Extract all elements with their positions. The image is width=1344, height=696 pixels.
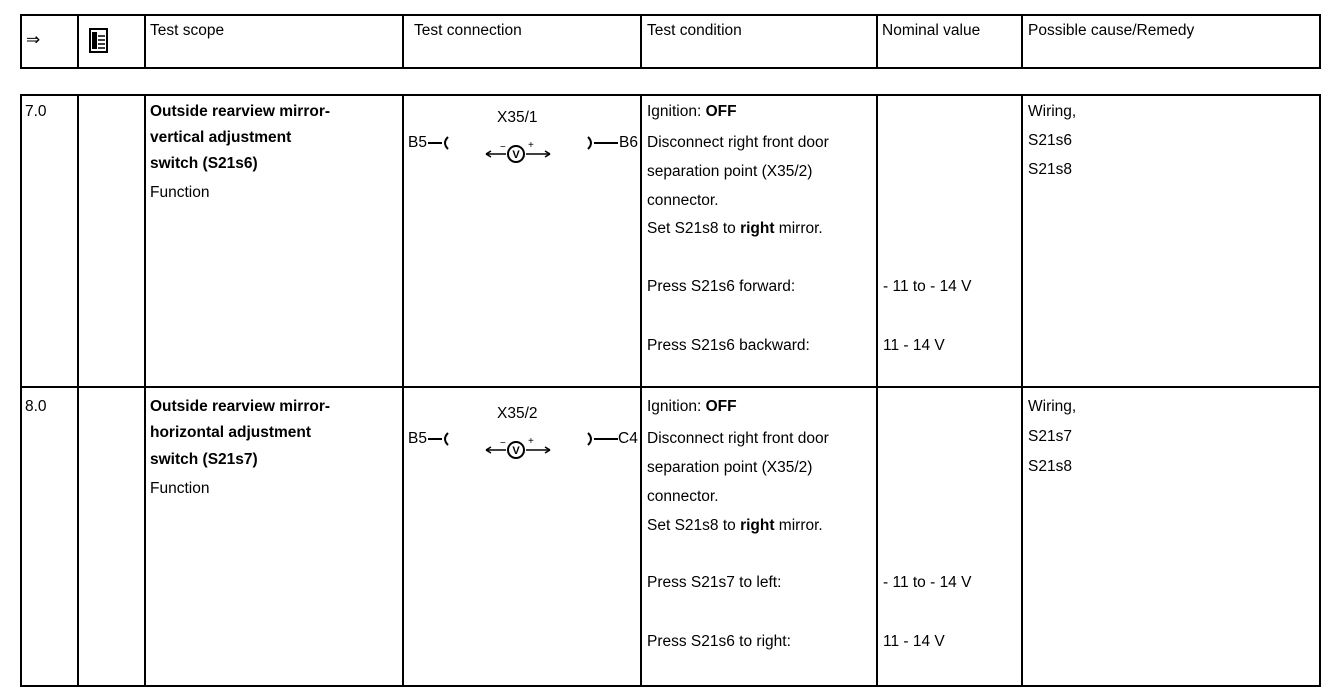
- header-test-connection: Test connection: [414, 22, 522, 39]
- condition-press-2: Press S21s6 to right:: [647, 633, 791, 650]
- scope-line: switch (S21s6): [150, 155, 258, 172]
- condition-line: separation point (X35/2): [647, 163, 813, 180]
- cause-line: Wiring,: [1028, 103, 1077, 120]
- set-post: mirror.: [774, 517, 823, 534]
- connector-label: X35/2: [497, 405, 538, 422]
- pin-right: C4: [618, 430, 638, 447]
- nominal-value-2: 11 - 14 V: [883, 633, 945, 650]
- table-body: [20, 94, 1321, 687]
- svg-text:+: +: [528, 436, 534, 447]
- scope-function: Function: [150, 480, 210, 497]
- condition-ignition: [647, 398, 737, 416]
- cause-line: S21s6: [1028, 132, 1072, 149]
- set-pre: Set S21s8 to: [647, 517, 741, 534]
- condition-line: connector.: [647, 192, 719, 209]
- header-test-scope: Test scope: [150, 22, 225, 39]
- scope-line: vertical adjustment: [150, 129, 292, 146]
- header-possible-cause: Possible cause/Remedy: [1028, 22, 1195, 39]
- condition-line: separation point (X35/2): [647, 459, 813, 476]
- scope-function: Function: [150, 184, 210, 201]
- condition-press-1: Press S21s7 to left:: [647, 574, 782, 591]
- nominal-value-2: 11 - 14 V: [883, 337, 945, 354]
- ignition-label: Ignition:: [647, 398, 702, 415]
- pin-left: B5: [408, 430, 427, 447]
- cause-line: S21s8: [1028, 458, 1072, 475]
- pin-right: B6: [619, 134, 638, 151]
- cause-line: Wiring,: [1028, 398, 1077, 415]
- cause-line: S21s8: [1028, 161, 1072, 178]
- svg-text:V: V: [512, 445, 520, 457]
- scope-line: switch (S21s7): [150, 451, 258, 468]
- condition-press-2: Press S21s6 backward:: [647, 337, 810, 354]
- svg-text:+: +: [528, 140, 534, 151]
- header-arrow: ⇒: [26, 30, 41, 49]
- svg-text:V: V: [512, 149, 520, 161]
- condition-set: [647, 220, 823, 238]
- set-bold: right: [740, 517, 775, 534]
- voltmeter-diagram: [428, 422, 620, 462]
- scope-line: horizontal adjustment: [150, 424, 312, 441]
- cause-line: S21s7: [1028, 428, 1072, 445]
- condition-ignition: [647, 103, 737, 121]
- ignition-value: OFF: [705, 103, 737, 120]
- manual-icon: [88, 28, 110, 59]
- condition-line: connector.: [647, 488, 719, 505]
- pin-left: B5: [408, 134, 427, 151]
- set-post: mirror.: [774, 220, 823, 237]
- scope-line: Outside rearview mirror-: [150, 103, 331, 120]
- set-bold: right: [740, 220, 775, 237]
- condition-line: Disconnect right front door: [647, 430, 829, 447]
- step-number: 8.0: [25, 398, 47, 415]
- ignition-label: Ignition:: [647, 103, 702, 120]
- set-pre: Set S21s8 to: [647, 220, 741, 237]
- header-nominal-value: Nominal value: [882, 22, 981, 39]
- voltmeter-diagram: [428, 126, 620, 166]
- svg-text:−: −: [500, 142, 506, 153]
- condition-press-1: Press S21s6 forward:: [647, 278, 796, 295]
- nominal-value-1: - 11 to - 14 V: [883, 278, 972, 295]
- connector-label: X35/1: [497, 109, 538, 126]
- nominal-value-1: - 11 to - 14 V: [883, 574, 972, 591]
- header-test-condition: Test condition: [647, 22, 742, 39]
- ignition-value: OFF: [705, 398, 737, 415]
- condition-set: [647, 517, 823, 535]
- condition-line: Disconnect right front door: [647, 134, 829, 151]
- svg-text:−: −: [500, 438, 506, 449]
- scope-line: Outside rearview mirror-: [150, 398, 331, 415]
- step-number: 7.0: [25, 103, 47, 120]
